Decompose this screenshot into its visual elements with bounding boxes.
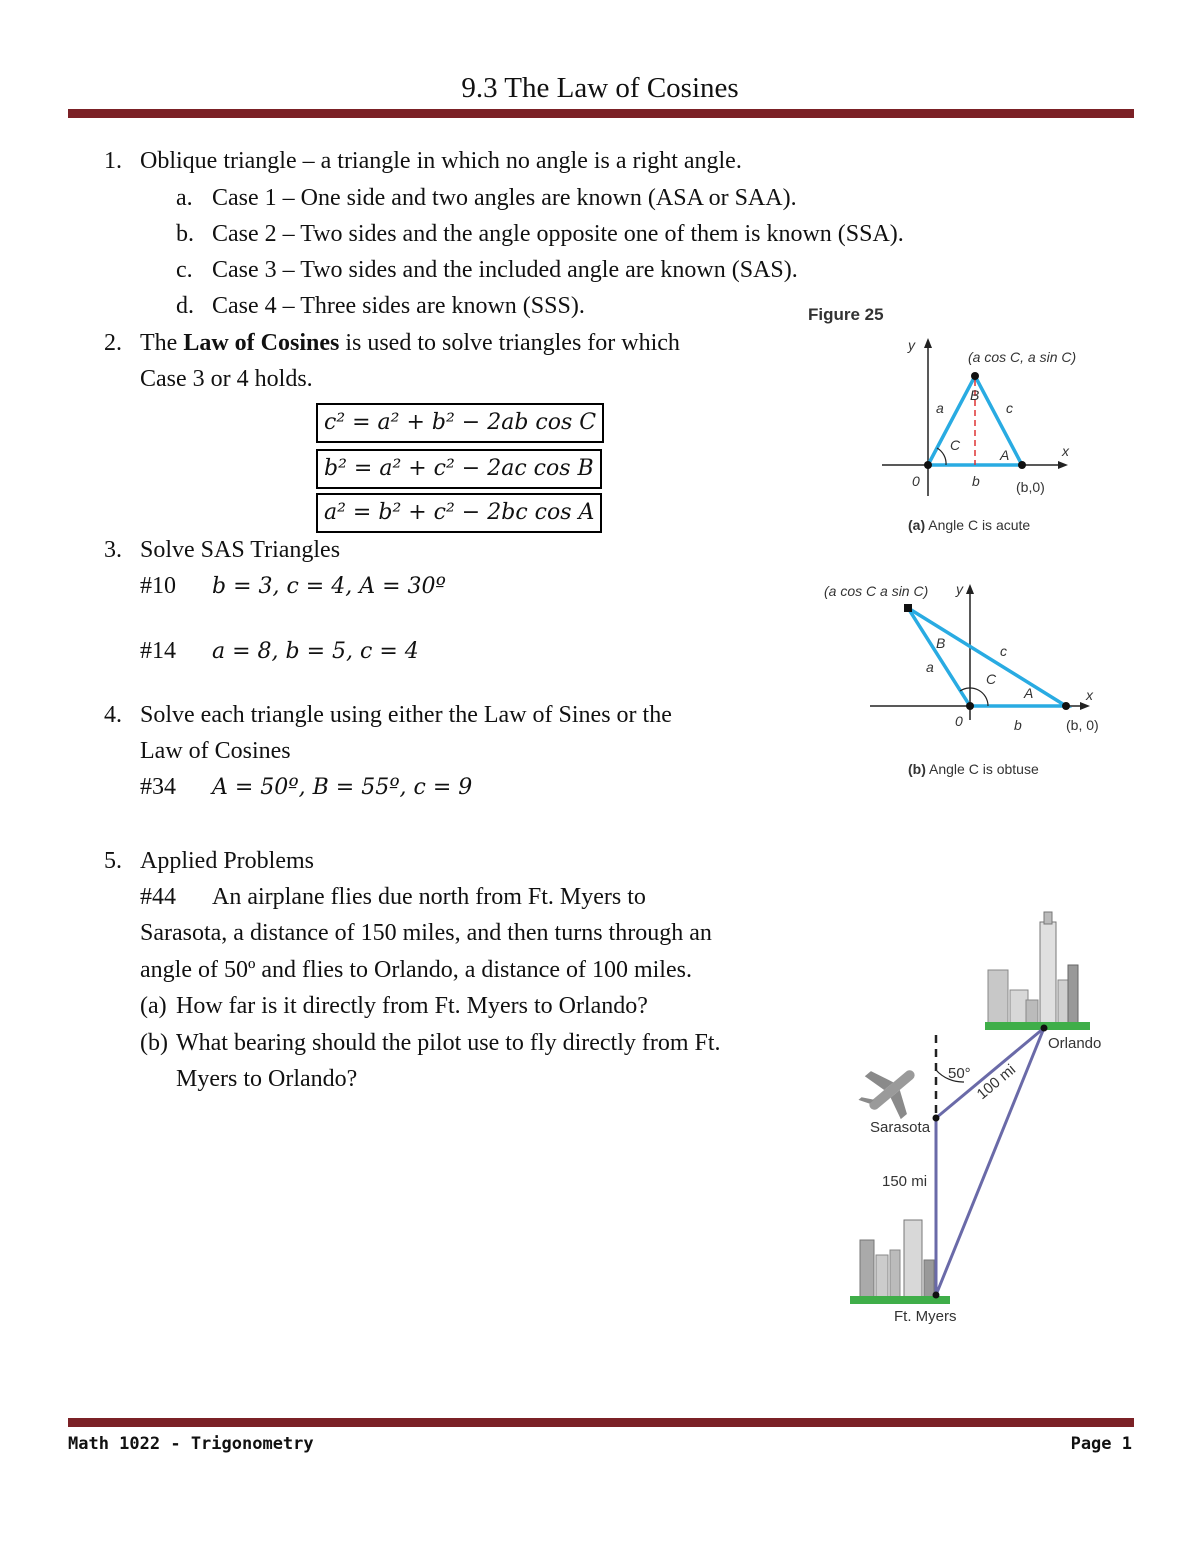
sarasota-label: Sarasota [870, 1119, 931, 1136]
b-point-label: (b, 0) [1066, 717, 1099, 733]
item-1d [176, 291, 585, 321]
caption-a: (a) Angle C is acute [908, 517, 1031, 533]
problem-14 [140, 636, 419, 667]
angle-a-label: A [1024, 685, 1034, 701]
item-text: Solve each triangle using either the Law of Sines or the [140, 702, 672, 728]
problem-values: A = 50º, B = 55º, c = 9 [212, 775, 473, 800]
distance-100-label: 100 mi [973, 1061, 1020, 1104]
law-of-cosines-term: Law of Cosines [183, 330, 340, 356]
figure-25b [800, 570, 1130, 790]
y-label: y [908, 337, 915, 353]
ftmyers-label: Ft. Myers [894, 1308, 957, 1325]
item-4 [104, 700, 672, 730]
footer-course: Math 1022 - Trigonometry [68, 1434, 314, 1454]
item-1b [176, 219, 904, 249]
top-point-label: (a cos C, a sin C) [968, 349, 1077, 365]
distance-150-label: 150 mi [882, 1173, 928, 1190]
equation-c-squared: c² = a² + b² − 2ab cos C [316, 403, 604, 443]
side-c-label: c [1006, 400, 1013, 416]
angle-label: 50° [948, 1065, 971, 1082]
item-1c [176, 255, 798, 285]
vertex-b [1018, 461, 1026, 469]
page-title: 9.3 The Law of Cosines [461, 72, 739, 104]
item-2-cont: Case 3 or 4 holds. [140, 366, 313, 392]
footer-rule [68, 1418, 1134, 1427]
angle-b-label: B [970, 387, 980, 403]
problem-34 [140, 772, 472, 803]
item-text: Solve SAS Triangles [140, 537, 341, 563]
orlando-point [1041, 1025, 1048, 1032]
flight-map [840, 910, 1120, 1340]
vertex-top [971, 372, 979, 380]
problem-text: An airplane flies due north from Ft. Myers to [212, 884, 646, 910]
equation-a-squared: a² = b² + c² − 2bc cos A [316, 493, 602, 533]
angle-a-label: A [1000, 447, 1010, 463]
problem-44-line-3: angle of 50º and flies to Orlando, a distance of 100 miles. [140, 957, 692, 983]
side-b-label: b [972, 473, 980, 489]
equation-b-squared: b² = a² + c² − 2ac cos B [316, 449, 602, 489]
y-axis-arrow [966, 584, 974, 594]
item-text-pre: The [140, 330, 184, 356]
question-label: (b) [140, 1030, 168, 1056]
item-number: 2. [104, 330, 122, 356]
item-number: b. [176, 221, 194, 247]
vertex-top [904, 604, 912, 612]
side-a-label: a [936, 400, 944, 416]
x-label: x [1062, 443, 1069, 459]
item-number: d. [176, 293, 194, 319]
problem-10 [140, 571, 446, 602]
item-5 [104, 846, 314, 876]
item-text: Applied Problems [140, 848, 314, 874]
item-3 [104, 535, 340, 565]
caption-b: (b) Angle C is obtuse [908, 761, 1039, 777]
question-b [140, 1028, 721, 1058]
problem-44-line-2: Sarasota, a distance of 150 miles, and then turns through an [140, 920, 712, 946]
header-rule [68, 109, 1134, 118]
problem-number: #44 [140, 884, 176, 910]
problem-44-line-1 [140, 882, 646, 912]
question-b-cont: Myers to Orlando? [176, 1066, 358, 1092]
vertex-origin [966, 702, 974, 710]
problem-number: #34 [140, 774, 176, 800]
obtuse-triangle [908, 608, 1066, 706]
y-axis-arrow [924, 338, 932, 348]
item-text: Case 2 – Two sides and the angle opposite one of them is known (SSA). [212, 221, 904, 247]
item-2 [104, 328, 680, 358]
problem-number: #10 [140, 573, 176, 599]
vertex-b [1062, 702, 1070, 710]
origin-label: 0 [912, 473, 920, 489]
question-label: (a) [140, 993, 167, 1019]
angle-c-label: C [950, 437, 961, 453]
angle-b-label: B [936, 635, 946, 651]
item-text: Case 4 – Three sides are known (SSS). [212, 293, 585, 319]
item-number: 1. [104, 148, 122, 174]
problem-values: b = 3, c = 4, A = 30º [212, 574, 446, 599]
question-text: How far is it directly from Ft. Myers to Orlando? [176, 993, 648, 1019]
figure-25a [800, 300, 1130, 540]
angle-c-label: C [986, 671, 997, 687]
item-1a [176, 183, 797, 213]
item-number: 4. [104, 702, 122, 728]
orlando-label: Orlando [1048, 1035, 1102, 1052]
item-4-cont: Law of Cosines [140, 738, 291, 764]
item-text: Case 1 – One side and two angles are known (ASA or SAA). [212, 185, 797, 211]
vertex-origin [924, 461, 932, 469]
ftmyers-point [933, 1292, 940, 1299]
orlando-skyline [985, 912, 1090, 1030]
item-number: a. [176, 185, 193, 211]
y-label: y [956, 581, 963, 597]
item-1 [104, 146, 742, 176]
item-text: Case 3 – Two sides and the included angle are known (SAS). [212, 257, 798, 283]
side-b-label: b [1014, 717, 1022, 733]
sarasota-point [933, 1115, 940, 1122]
problem-values: a = 8, b = 5, c = 4 [212, 639, 419, 664]
x-axis-arrow [1080, 702, 1090, 710]
x-label: x [1086, 687, 1093, 703]
origin-label: 0 [955, 713, 963, 729]
top-point-label: (a cos C a sin C) [824, 583, 929, 599]
angle-c-arc [937, 448, 946, 465]
footer-page: Page 1 [1070, 1434, 1132, 1454]
item-number: 3. [104, 537, 122, 563]
question-text: What bearing should the pilot use to fly directly from Ft. [176, 1030, 721, 1056]
item-text: Oblique triangle – a triangle in which no angle is a right angle. [140, 148, 742, 174]
item-number: 5. [104, 848, 122, 874]
side-a-label: a [926, 659, 934, 675]
problem-number: #14 [140, 638, 176, 664]
b-point-label: (b,0) [1016, 479, 1045, 495]
item-number: c. [176, 257, 193, 283]
item-text-post: is used to solve triangles for which [339, 330, 680, 356]
figure-title: Figure 25 [808, 305, 884, 324]
side-c-label: c [1000, 643, 1007, 659]
x-axis-arrow [1058, 461, 1068, 469]
question-a [140, 991, 648, 1021]
